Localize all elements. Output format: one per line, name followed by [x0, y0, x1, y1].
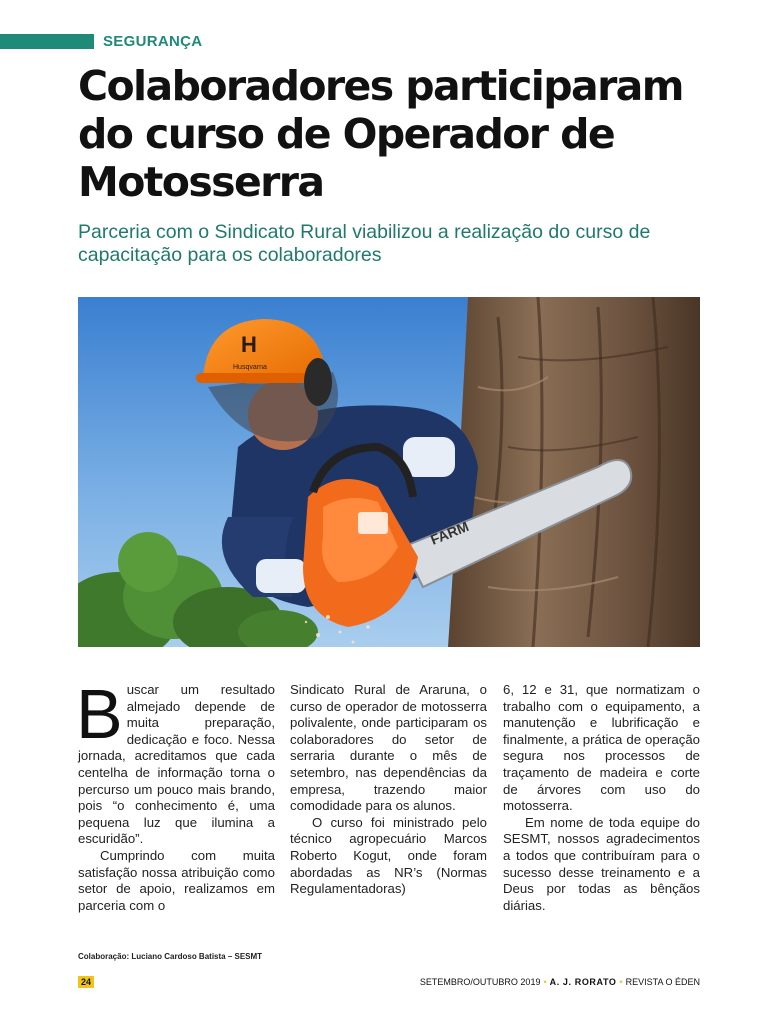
credit-label: Colaboração: — [78, 952, 130, 961]
footer-brand: A. J. RORATO — [549, 977, 617, 987]
article-column-3 — [503, 682, 700, 914]
section-label: SEGURANÇA — [103, 33, 203, 50]
paragraph-6: Em nome de toda equipe do SESMT, nossos agradecimentos a todos que contribuíram para o sucesso desse treinamento e a Deus por todas as bênçãos diárias. — [503, 814, 700, 913]
glove-right — [403, 437, 455, 477]
footer-magazine: REVISTA O ÉDEN — [625, 977, 700, 987]
chainsaw-photo — [78, 297, 700, 647]
article-column-2 — [290, 682, 487, 898]
photo-credit — [78, 952, 262, 961]
glove-left — [256, 559, 306, 593]
paragraph-4: O curso foi ministrado pelo técnico agropecuário Marcos Roberto Kogut, onde foram abordadas as NR’s (Normas Regulamentadoras) — [290, 814, 487, 897]
bullet-icon: • — [619, 977, 623, 987]
bullet-icon: • — [543, 977, 547, 987]
article-title: Colaboradores participaram do curso de Operador de Motosserra — [78, 62, 683, 206]
credit-text: Luciano Cardoso Batista – SESMT — [131, 952, 263, 961]
tree-trunk — [448, 297, 700, 647]
bar-text: FARM — [428, 518, 471, 548]
footer-date: SETEMBRO/OUTUBRO 2019 — [419, 977, 541, 987]
paragraph-5: 6, 12 e 31, que normatizam o trabalho com o equipamento, a manutenção e lubrificação e finalmente, a prática de operação segura nos processos de traçamento de madeira e corte de árvores com uso do motosserra. — [503, 682, 700, 814]
drop-cap: B — [76, 675, 123, 753]
paragraph-3: Sindicato Rural de Araruna, o curso de operador de motosserra polivalente, onde participaram os colaboradores do setor de serraria durante o mês de setembro, nas dependências da empresa, trazendo maior comodidade para os alunos. — [290, 682, 487, 814]
paragraph-1: uscar um resultado almejado depende de muita preparação, dedicação e foco. Nessa jornada, acreditamos que cada centelha de informação torna o percurso um pouco mais brando, pois “o conhecimento é, uma pequena luz que ilumina a escuridão”. — [78, 682, 275, 847]
helmet-logo-text: H — [241, 332, 257, 357]
footer — [420, 977, 700, 987]
page-number: 24 — [78, 976, 94, 988]
helmet-brand-text: Husqvarna — [233, 364, 267, 371]
article-subtitle: Parceria com o Sindicato Rural viabilizou a realização do curso de capacitação para os colaboradores — [78, 221, 651, 266]
section-color-bar — [0, 34, 94, 49]
paragraph-2: Cumprindo com muita satisfação nossa atribuição como setor de apoio, realizamos em parceria com o — [78, 847, 275, 913]
article-column-1 — [76, 675, 275, 914]
